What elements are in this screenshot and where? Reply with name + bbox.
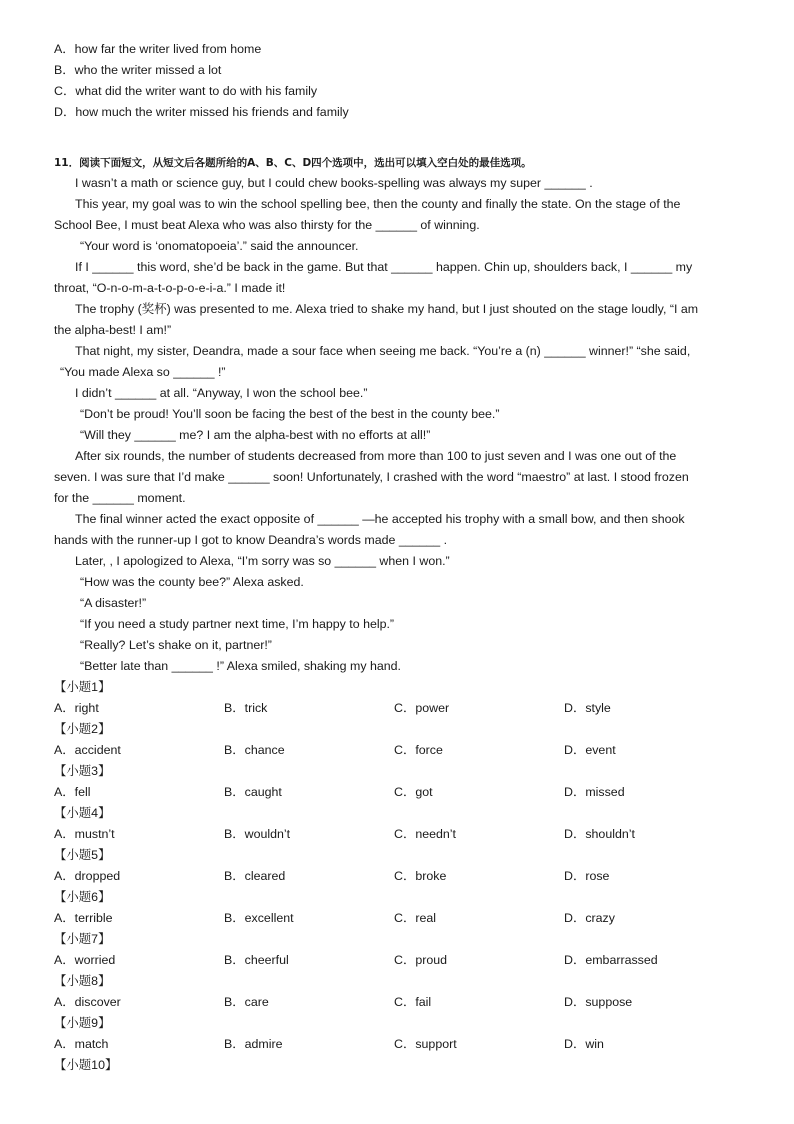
option-c[interactable]: C．proud [394, 953, 448, 967]
option-a[interactable]: A．worried [54, 953, 116, 967]
option-b[interactable]: B．caught [224, 785, 282, 799]
option-b[interactable]: B．cheerful [224, 953, 289, 967]
prev-option-c: C．what did the writer want to do with his family [54, 84, 318, 98]
passage-line: That night, my sister, Deandra, made a sour face when seeing me back. “You’re a (n) ______ winner!” “she said, [75, 344, 691, 358]
sub-question-options [54, 1037, 754, 1051]
sub-question-label: 【小题9】 [54, 1016, 111, 1030]
option-d[interactable]: D．suppose [564, 995, 633, 1009]
option-b[interactable]: B．excellent [224, 911, 294, 925]
option-c[interactable]: C．power [394, 701, 450, 715]
passage-line: “A disaster!” [80, 596, 147, 610]
sub-question-label: 【小题2】 [54, 722, 111, 736]
option-b[interactable]: B．care [224, 995, 269, 1009]
prev-option-b: B．who the writer missed a lot [54, 63, 222, 77]
passage-line: “Don’t be proud! You’ll soon be facing the best of the best in the county bee.” [80, 407, 500, 421]
passage-line: seven. I was sure that I’d make ______ soon! Unfortunately, I crashed with the word “maestro” at last. I stood frozen [54, 470, 689, 484]
option-b[interactable]: B．admire [224, 1037, 283, 1051]
prev-option-d: D．how much the writer missed his friends and family [54, 105, 349, 119]
passage-line: The final winner acted the exact opposite of ______ —he accepted his trophy with a small bow, and then shook [75, 512, 685, 526]
sub-question-options [54, 953, 754, 967]
option-a[interactable]: A．accident [54, 743, 121, 757]
passage-line: I didn’t ______ at all. “Anyway, I won the school bee.” [75, 386, 368, 400]
option-d[interactable]: D．rose [564, 869, 610, 883]
option-d[interactable]: D．style [564, 701, 611, 715]
passage-line: for the ______ moment. [54, 491, 186, 505]
passage-line: “You made Alexa so ______ !” [60, 365, 226, 379]
option-c[interactable]: C．broke [394, 869, 447, 883]
passage-line: I wasn’t a math or science guy, but I could chew books-spelling was always my super ______ . [75, 176, 593, 190]
option-c[interactable]: C．needn’t [394, 827, 456, 841]
option-b[interactable]: B．wouldn’t [224, 827, 291, 841]
sub-question-options [54, 869, 754, 883]
option-b[interactable]: B．trick [224, 701, 268, 715]
sub-question-label: 【小题5】 [54, 848, 111, 862]
option-d[interactable]: D．shouldn’t [564, 827, 635, 841]
option-a[interactable]: A．match [54, 1037, 109, 1051]
option-c[interactable]: C．got [394, 785, 433, 799]
passage-line: “Better late than ______ !” Alexa smiled, shaking my hand. [80, 659, 401, 673]
option-a[interactable]: A．right [54, 701, 99, 715]
option-d[interactable]: D．event [564, 743, 616, 757]
sub-question-label: 【小题8】 [54, 974, 111, 988]
passage-line: the alpha-best! I am!” [54, 323, 172, 337]
sub-question-label: 【小题6】 [54, 890, 111, 904]
sub-question-label: 【小题7】 [54, 932, 111, 946]
option-b[interactable]: B．cleared [224, 869, 286, 883]
option-a[interactable]: A．discover [54, 995, 121, 1009]
passage-line: “How was the county bee?” Alexa asked. [80, 575, 304, 589]
passage-line: “Will they ______ me? I am the alpha-best with no efforts at all!” [80, 428, 431, 442]
option-c[interactable]: C．real [394, 911, 436, 925]
question-title: 11．阅读下面短文，从短文后各题所给的A、B、C、D四个选项中，选出可以填入空白处的最佳选项。 [54, 157, 532, 169]
sub-question-label: 【小题1】 [54, 680, 111, 694]
passage-line: If I ______ this word, she’d be back in the game. But that ______ happen. Chin up, shoulders back, I ______ my [75, 260, 693, 274]
passage-line: “Your word is ‘onomatopoeia’.” said the announcer. [80, 239, 359, 253]
option-d[interactable]: D．crazy [564, 911, 615, 925]
sub-question-options [54, 995, 754, 1009]
option-a[interactable]: A．terrible [54, 911, 113, 925]
passage-line: “Really? Let’s shake on it, partner!” [80, 638, 272, 652]
option-a[interactable]: A．mustn’t [54, 827, 115, 841]
sub-question-label: 【小题4】 [54, 806, 111, 820]
option-d[interactable]: D．embarrassed [564, 953, 658, 967]
option-a[interactable]: A．fell [54, 785, 91, 799]
passage-line: throat, “O-n-o-m-a-t-o-p-o-e-i-a.” I made it! [54, 281, 286, 295]
option-a[interactable]: A．dropped [54, 869, 121, 883]
passage-line: After six rounds, the number of students decreased from more than 100 to just seven and I was one out of the [75, 449, 677, 463]
sub-question-options [54, 701, 754, 715]
passage-line: School Bee, I must beat Alexa who was also thirsty for the ______ of winning. [54, 218, 480, 232]
sub-question-options [54, 827, 754, 841]
passage-line: Later, , I apologized to Alexa, “I’m sorry was so ______ when I won.” [75, 554, 450, 568]
passage-line: “If you need a study partner next time, I’m happy to help.” [80, 617, 395, 631]
sub-question-label: 【小题10】 [54, 1058, 118, 1072]
sub-question-options [54, 911, 754, 925]
option-c[interactable]: C．support [394, 1037, 457, 1051]
passage-line: This year, my goal was to win the school spelling bee, then the county and finally the state. On the stage of the [75, 197, 681, 211]
option-d[interactable]: D．missed [564, 785, 625, 799]
passage-line: hands with the runner-up I got to know Deandra’s words made ______ . [54, 533, 448, 547]
prev-option-a: A．how far the writer lived from home [54, 42, 262, 56]
sub-question-options [54, 785, 754, 799]
option-c[interactable]: C．fail [394, 995, 432, 1009]
sub-question-options [54, 743, 754, 757]
option-d[interactable]: D．win [564, 1037, 604, 1051]
option-b[interactable]: B．chance [224, 743, 285, 757]
sub-question-label: 【小题3】 [54, 764, 111, 778]
passage-line: The trophy (奖杯) was presented to me. Alexa tried to shake my hand, but I just shouted on the stage loudly, “I am [75, 302, 699, 316]
option-c[interactable]: C．force [394, 743, 443, 757]
